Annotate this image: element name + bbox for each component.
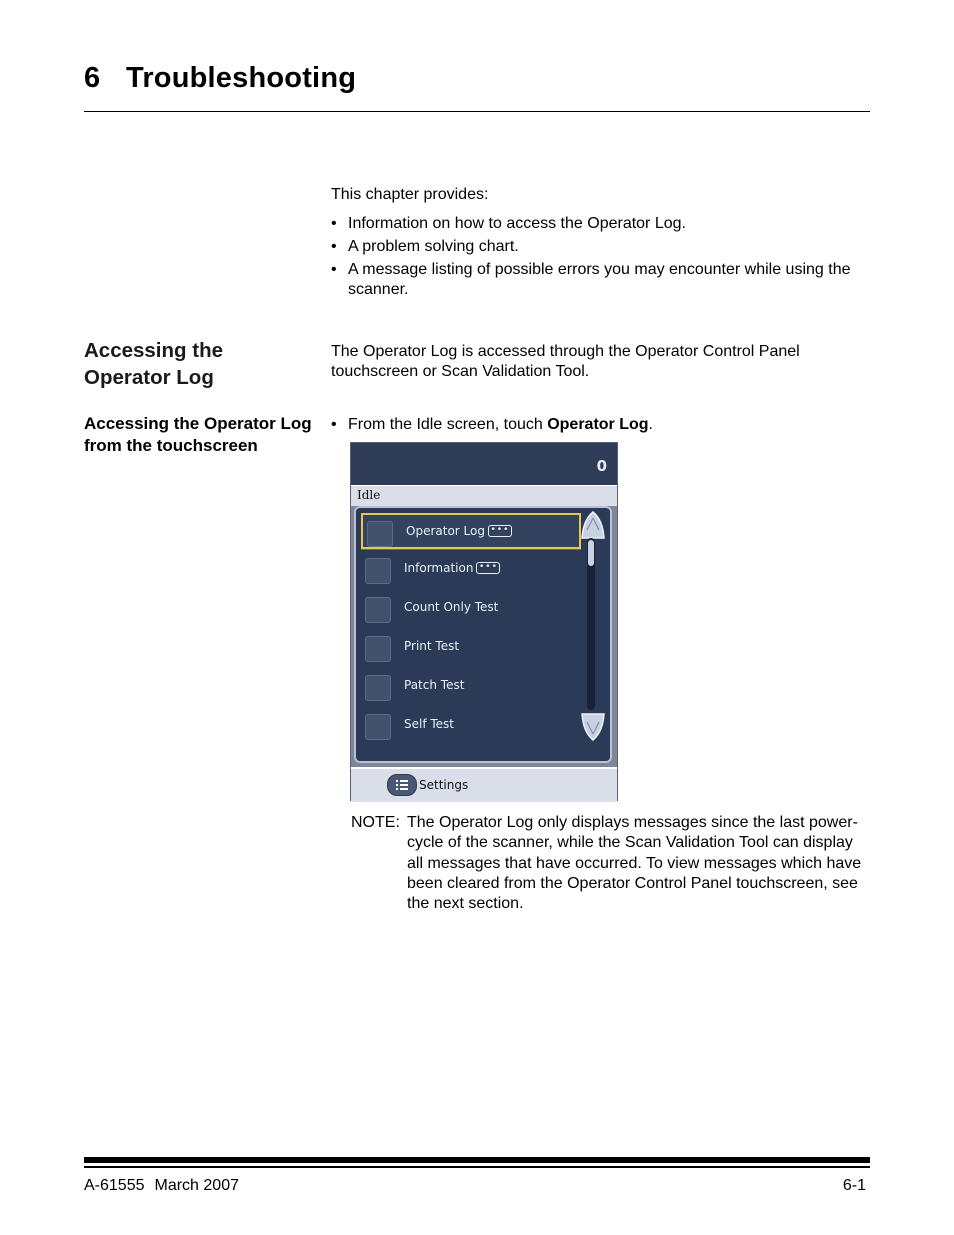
- scroll-down-icon[interactable]: [580, 712, 606, 742]
- settings-list-icon[interactable]: [387, 774, 417, 796]
- note-text: The Operator Log only displays messages since the last power-cycle of the scanner, while the Scan Validation Tool can display all messages that have occurred. To view messages which have been cleared from the Operator Control Panel touchscreen, see the next section.: [407, 814, 862, 913]
- section-heading: Accessing the Operator Log: [84, 339, 223, 389]
- footer-rule: [84, 1157, 870, 1163]
- step-suffix: .: [648, 416, 653, 433]
- title-rule: [84, 111, 870, 112]
- menu-item-information[interactable]: [361, 552, 581, 588]
- status-bar: [351, 485, 617, 506]
- checkbox-icon: [365, 558, 391, 584]
- more-icon: •••: [488, 525, 512, 537]
- menu-list: [354, 506, 612, 763]
- list-item: • A problem solving chart.: [331, 237, 871, 257]
- section-body: The Operator Log is accessed through the Operator Control Panel touchscreen or Scan Validation Tool.: [331, 343, 800, 380]
- step-bold: Operator Log: [547, 416, 649, 433]
- menu-item-print-test[interactable]: [361, 630, 581, 666]
- menu-item-patch-test[interactable]: [361, 669, 581, 705]
- checkbox-icon: [365, 714, 391, 740]
- checkbox-icon: [365, 675, 391, 701]
- menu-item-operator-log[interactable]: [361, 513, 581, 549]
- checkbox-icon: [365, 597, 391, 623]
- bottom-bar: [351, 767, 617, 802]
- sheet-count: 0: [596, 457, 607, 475]
- checkbox-icon: [365, 636, 391, 662]
- intro-bullet-list: [331, 214, 871, 303]
- list-item: • A message listing of possible errors you may encounter while using the scanner.: [331, 260, 871, 300]
- page-number: 6-1: [842, 1177, 866, 1194]
- more-icon: •••: [476, 562, 500, 574]
- menu-item-label: Information •••: [404, 561, 500, 575]
- note-label: NOTE:: [351, 814, 400, 831]
- status-text: Idle: [357, 488, 381, 502]
- chapter-title-text: Troubleshooting: [126, 62, 357, 94]
- step-item: [331, 415, 871, 435]
- touchscreen-image: [350, 442, 618, 801]
- settings-button[interactable]: Settings: [419, 778, 469, 792]
- step-list: [331, 415, 871, 438]
- scroll-up-icon[interactable]: [580, 510, 606, 540]
- chapter-number: 6: [84, 62, 101, 94]
- divider: [361, 549, 581, 550]
- menu-item-label: Print Test: [404, 639, 460, 653]
- menu-item-count-only-test[interactable]: [361, 591, 581, 627]
- footer-rule-thin: [84, 1166, 870, 1168]
- menu-item-self-test[interactable]: [361, 708, 581, 744]
- menu-item-label: Count Only Test: [404, 600, 499, 614]
- footer-doc-info: [84, 1177, 239, 1195]
- chapter-title: [84, 62, 356, 95]
- menu-item-label: Self Test: [404, 717, 455, 731]
- menu-item-label: Patch Test: [404, 678, 465, 692]
- subsection-heading: Accessing the Operator Log from the touchscreen: [84, 414, 312, 455]
- doc-id: A-61555: [84, 1177, 145, 1194]
- touchscreen-header: [351, 443, 617, 485]
- scrollbar-thumb[interactable]: [588, 540, 594, 566]
- step-prefix: From the Idle screen, touch: [348, 416, 548, 433]
- list-item: • Information on how to access the Operator Log.: [331, 214, 871, 234]
- intro-text: This chapter provides:: [331, 186, 489, 203]
- checkbox-icon: [367, 521, 393, 547]
- menu-item-label: Operator Log •••: [406, 524, 512, 538]
- doc-date: March 2007: [154, 1177, 239, 1194]
